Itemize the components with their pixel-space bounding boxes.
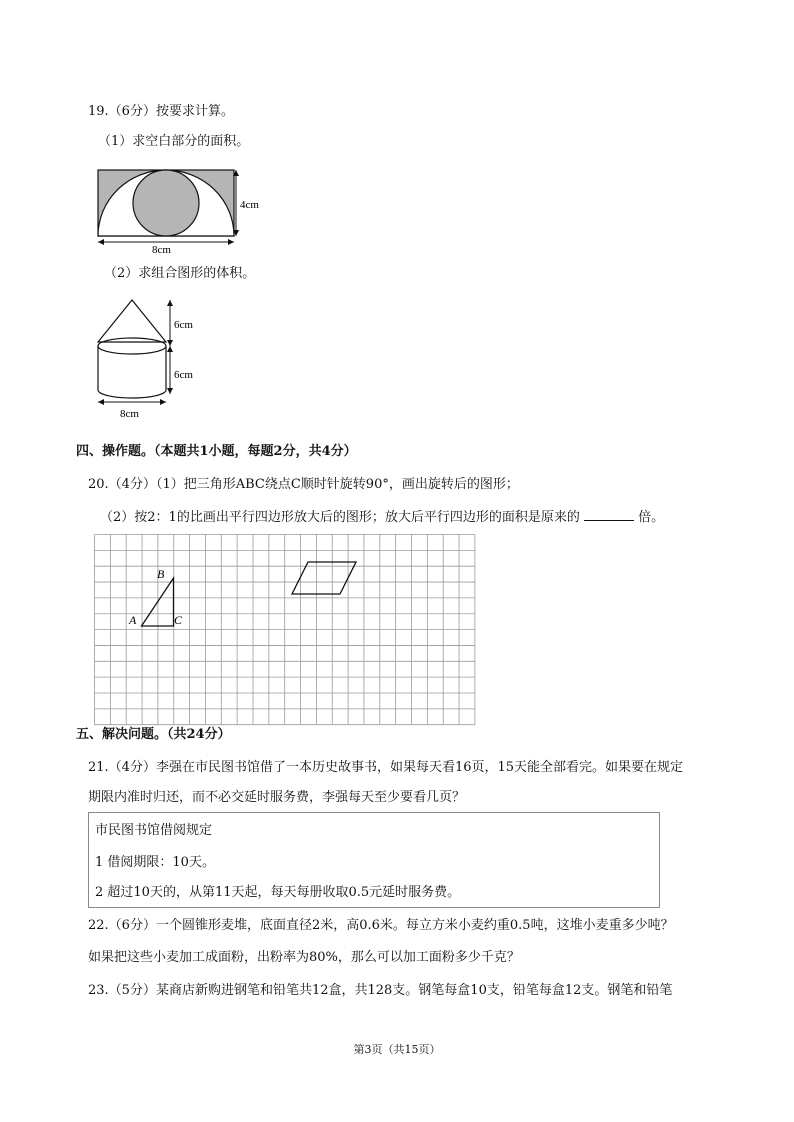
answer-blank[interactable] — [584, 508, 634, 521]
width-label: 8cm — [120, 408, 139, 420]
point-c-label: C — [174, 613, 183, 627]
rule-2: 2 超过10天的，从第11天起，每天每册收取0.5元延时服务费。 — [95, 885, 461, 900]
grid-lines — [95, 535, 475, 725]
parallelogram — [292, 562, 356, 594]
section5-heading: 五、解决问题。（共24分） — [76, 727, 231, 742]
arrow-up-icon — [167, 300, 173, 306]
q20-line2-suffix: 倍。 — [638, 510, 665, 525]
page-footer: 第3页（共15页） — [353, 1043, 441, 1056]
arrow-up-icon — [167, 346, 173, 352]
q20-line2-text: （2）按2：1的比画出平行四边形放大后的图形；放大后平行四边形的面积是原来的 — [100, 510, 580, 525]
arrow-right-icon — [228, 239, 234, 245]
q22-line1: 22.（6分）一个圆锥形麦堆，底面直径2米，高0.6米。每立方米小麦约重0.5吨，这堆小麦重多少吨？ — [88, 918, 674, 933]
q22-line2: 如果把这些小麦加工成面粉，出粉率为80%，那么可以加工面粉多少千克？ — [88, 950, 520, 965]
cone-cylinder-figure — [90, 294, 220, 420]
q20-line2 — [100, 508, 664, 526]
arrow-down-icon — [167, 388, 173, 394]
q23-line1: 23.（5分）某商店新购进钢笔和铅笔共12盒，共128支。钢笔每盒10支，铅笔每盒12支。钢笔和铅笔 — [88, 983, 673, 998]
semicircle-circle-figure — [90, 164, 259, 256]
arrow-left-icon — [98, 239, 104, 245]
grid-figure — [94, 534, 474, 720]
cone-height-label: 6cm — [174, 319, 193, 331]
point-a-label: A — [129, 613, 137, 627]
arrow-down-icon — [167, 340, 173, 346]
q20-line1: 20.（4分）（1）把三角形ABC绕点C顺时针旋转90°，画出旋转后的图形； — [88, 477, 519, 492]
height-label: 4cm — [240, 199, 259, 211]
cone — [98, 300, 166, 342]
q21-line2: 期限内准时归还，而不必交延时服务费，李强每天至少要看几页？ — [88, 790, 466, 805]
inner-circle — [133, 170, 199, 236]
q19-part1: （1）求空白部分的面积。 — [98, 134, 250, 149]
rules-box — [88, 812, 660, 908]
q19-heading: 19.（6分）按要求计算。 — [88, 104, 234, 119]
q21-line1: 21.（4分）李强在市民图书馆借了一本历史故事书，如果每天看16页，15天能全部看完。如果要在规定 — [88, 760, 684, 775]
rules-title: 市民图书馆借阅规定 — [95, 823, 213, 838]
section4-heading: 四、操作题。（本题共1小题，每题2分，共4分） — [76, 444, 357, 459]
point-b-label: B — [157, 567, 165, 581]
cyl-height-label: 6cm — [174, 369, 193, 381]
arrow-left-icon — [98, 399, 104, 405]
width-label: 8cm — [152, 244, 171, 256]
arrow-right-icon — [160, 399, 166, 405]
q19-part2: （2）求组合图形的体积。 — [104, 266, 256, 281]
rule-1: 1 借阅期限：10天。 — [95, 855, 215, 870]
